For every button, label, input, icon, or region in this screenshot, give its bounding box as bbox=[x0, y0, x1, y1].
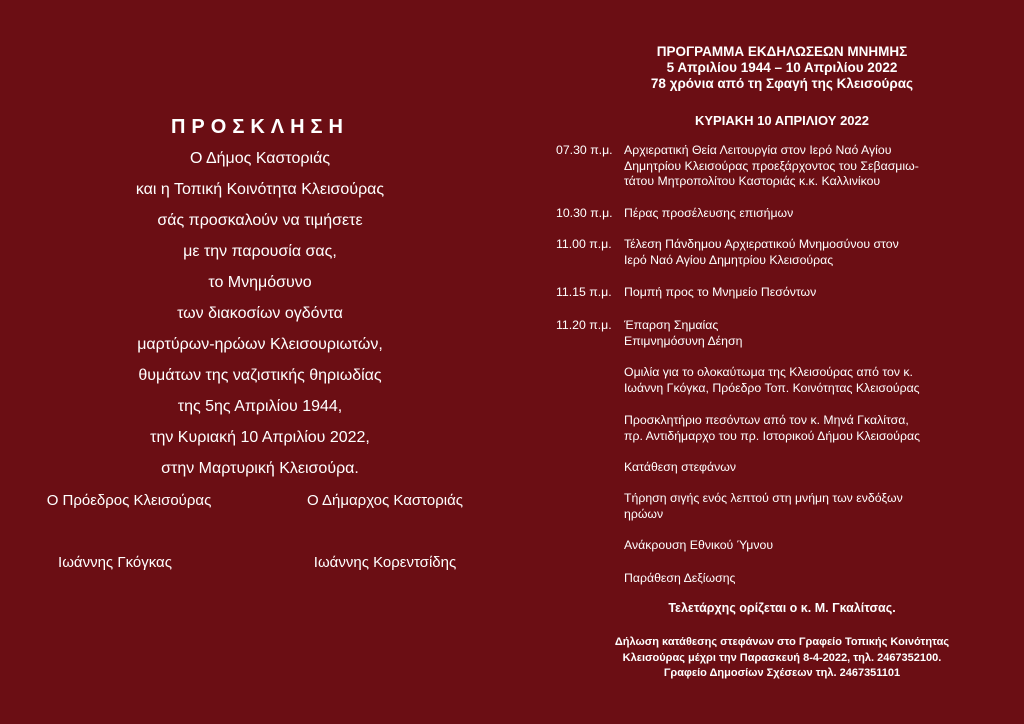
schedule-desc bbox=[624, 571, 994, 587]
note-line: Γραφείο Δημοσίων Σχέσεων τηλ. 2467351101 bbox=[663, 667, 901, 679]
schedule-desc bbox=[624, 285, 994, 301]
schedule-line: Πομπή προς το Μνημείο Πεσόντων bbox=[624, 285, 817, 299]
schedule-time: 11.20 π.μ. bbox=[556, 318, 612, 332]
mayor-role: Ο Δήμαρχος Καστοριάς bbox=[307, 492, 463, 509]
schedule-line: τάτου Μητροπολίτου Καστοριάς κ.κ. Καλλινίκου bbox=[624, 174, 881, 188]
schedule-line: Πέρας προσέλευσης επισήμων bbox=[624, 206, 794, 220]
note-line: Κλεισούρας μέχρι την Παρασκευή 8-4-2022, τηλ. 2467352100. bbox=[622, 651, 942, 664]
program-panel bbox=[540, 0, 1024, 724]
schedule-time: 10.30 π.μ. bbox=[556, 206, 613, 220]
schedule-line: Ομιλία για το ολοκαύτωμα της Κλεισούρας από τον κ. bbox=[624, 365, 913, 379]
schedule-desc bbox=[624, 538, 994, 554]
schedule-line: Έπαρση Σημαίας bbox=[624, 318, 719, 332]
wreath-note bbox=[540, 635, 1024, 682]
schedule-desc bbox=[624, 237, 994, 268]
invitation-title: ΠΡΟΣΚΛΗΣΗ bbox=[170, 116, 349, 138]
mayor-name: Ιωάννης Κορεντσίδης bbox=[313, 554, 457, 571]
schedule-line: ηρώων bbox=[624, 506, 664, 521]
invitation-line: στην Μαρτυρική Κλεισούρα. bbox=[161, 460, 359, 477]
schedule-line: Ιερό Ναό Αγίου Δημητρίου Κλεισούρας bbox=[624, 252, 834, 267]
schedule-line: Κατάθεση στεφάνων bbox=[624, 460, 737, 474]
invitation-line: σάς προσκαλούν να τιμήσετε bbox=[157, 212, 363, 229]
invitation-line: των διακοσίων ογδόντα bbox=[177, 305, 343, 322]
invitation-line: το Μνημόσυνο bbox=[208, 274, 312, 291]
invitation-line: της 5ης Απριλίου 1944, bbox=[177, 398, 343, 415]
invitation-line: με την παρουσία σας, bbox=[183, 243, 337, 260]
schedule-line: Προσκλητήριο πεσόντων από τον κ. Μηνά Γκαλίτσα, bbox=[624, 413, 909, 427]
invitation-line: μαρτύρων-ηρώων Κλεισουριωτών, bbox=[137, 336, 383, 353]
program-day: ΚΥΡΙΑΚΗ 10 ΑΠΡΙΛΙΟΥ 2022 bbox=[694, 113, 869, 128]
president-name: Ιωάννης Γκόγκας bbox=[58, 554, 172, 571]
schedule-time: 07.30 π.μ. bbox=[556, 143, 613, 157]
schedule-desc bbox=[624, 413, 994, 444]
invitation-text bbox=[0, 143, 520, 484]
schedule-line: Παράθεση Δεξίωσης bbox=[624, 571, 736, 585]
schedule-desc bbox=[624, 318, 994, 349]
schedule-line: Ιωάννη Γκόγκα, Πρόεδρο Τοπ. Κοινότητας Κλεισούρας bbox=[624, 380, 920, 395]
note-line: Δήλωση κατάθεσης στεφάνων στο Γραφείο Τοπικής Κοινότητας bbox=[614, 636, 950, 648]
schedule-time: 11.15 π.μ. bbox=[556, 285, 612, 299]
schedule-line: Αρχιερατική Θεία Λειτουργία στον Ιερό Ναό Αγίου bbox=[624, 143, 892, 157]
schedule-desc bbox=[624, 491, 994, 522]
invitation-line: θυμάτων της ναζιστικής θηριωδίας bbox=[138, 367, 382, 384]
program-title: ΠΡΟΓΡΑΜΜΑ ΕΚΔΗΛΩΣΕΩΝ ΜΝΗΜΗΣ bbox=[656, 44, 908, 59]
schedule-line: πρ. Αντιδήμαρχο του πρ. Ιστορικού Δήμου Κλεισούρας bbox=[624, 428, 921, 443]
schedule-desc bbox=[624, 206, 994, 222]
schedule-line: Ανάκρουση Εθνικού Ύμνου bbox=[624, 538, 774, 552]
invitation-line: την Κυριακή 10 Απριλίου 2022, bbox=[150, 429, 370, 446]
president-role: Ο Πρόεδρος Κλεισούρας bbox=[46, 492, 212, 509]
schedule-desc bbox=[624, 365, 994, 396]
schedule-line: Επιμνημόσυνη Δέηση bbox=[624, 333, 743, 348]
schedule-line: Τέλεση Πάνδημου Αρχιερατικού Μνημοσύνου στον bbox=[624, 237, 899, 251]
ceremony-master-note: Τελετάρχης ορίζεται ο κ. Μ. Γκαλίτσας. bbox=[668, 601, 896, 615]
schedule-line: Δημητρίου Κλεισούρας προεξάρχοντος του Σεβασμιω- bbox=[624, 158, 919, 173]
schedule-line: Τήρηση σιγής ενός λεπτού στη μνήμη των ενδόξων bbox=[624, 491, 903, 505]
schedule-time: 11.00 π.μ. bbox=[556, 237, 612, 251]
schedule-desc bbox=[624, 143, 994, 190]
schedule-desc bbox=[624, 460, 994, 476]
invitation-line: και η Τοπική Κοινότητα Κλεισούρας bbox=[135, 181, 385, 198]
program-dates: 5 Απριλίου 1944 – 10 Απριλίου 2022 bbox=[666, 60, 898, 75]
program-heading bbox=[540, 44, 1024, 92]
invitation-line: Ο Δήμος Καστοριάς bbox=[189, 150, 331, 167]
program-subtitle: 78 χρόνια από τη Σφαγή της Κλεισούρας bbox=[650, 76, 914, 91]
